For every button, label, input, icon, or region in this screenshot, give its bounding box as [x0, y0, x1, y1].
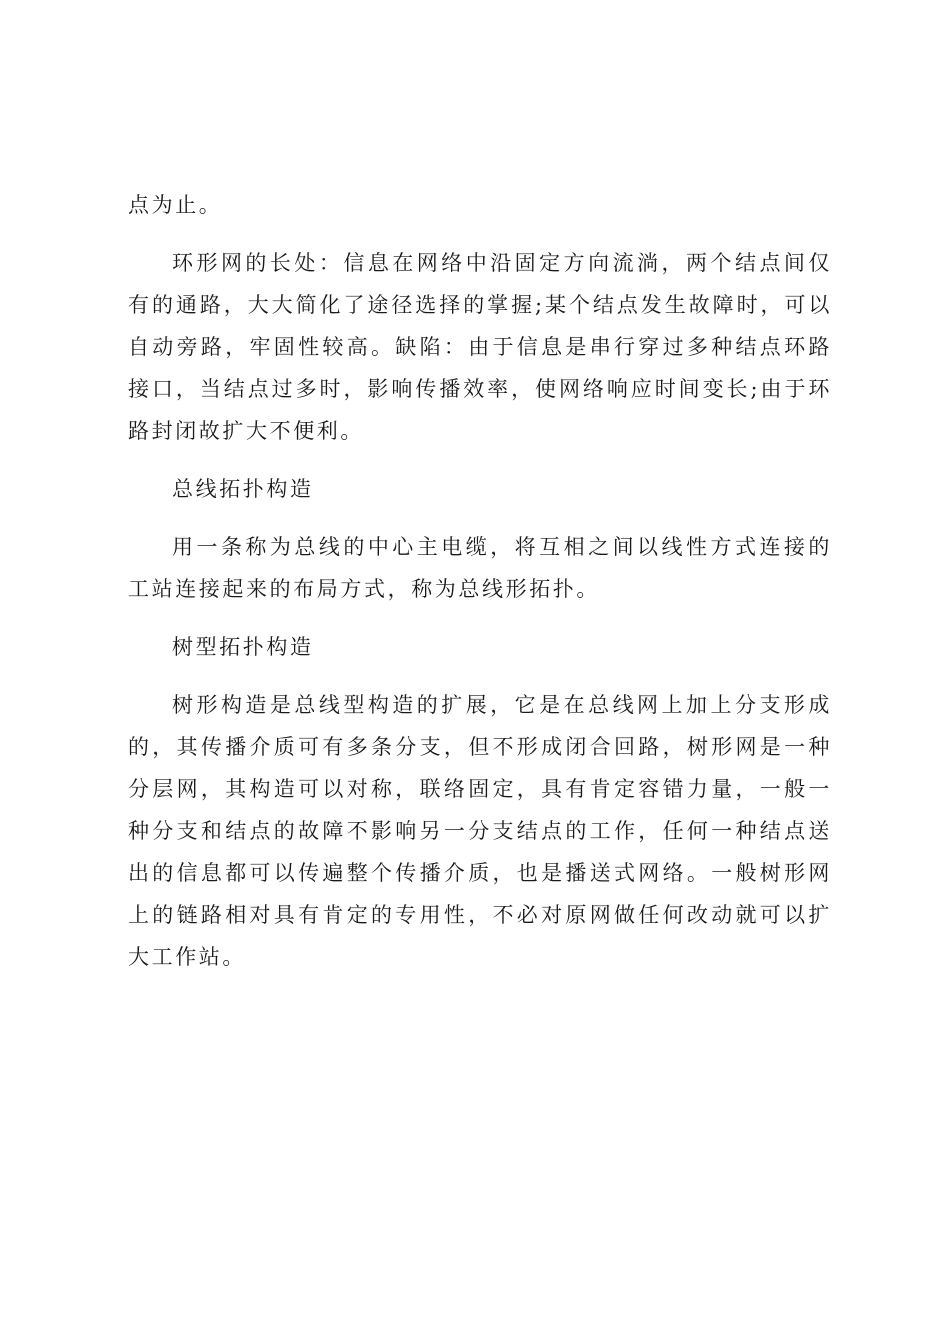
paragraph-bus-topology: 用一条称为总线的中心主电缆，将互相之间以线性方式连接的工站连接起来的布局方式，称为总线形拓扑。 [128, 535, 832, 601]
heading-tree-topology: 树型拓扑构造 [172, 635, 314, 659]
paragraph-ring-network-pros-cons: 环形网的长处：信息在网络中沿固定方向流淌，两个结点间仅有的通路，大大简化了途径选择的掌握;某个结点发生故障时，可以自动旁路，牢固性较高。缺陷：由于信息是串行穿过多种结点环路接口，当结点过多时，影响传播效率，使网络响应时间变长;由于环路封闭故扩大不便利。 [128, 251, 832, 443]
document-body [128, 184, 832, 994]
paragraph-continuation: 点为止。 [128, 193, 223, 217]
paragraph-tree-topology: 树形构造是总线型构造的扩展，它是在总线网上加上分支形成的，其传播介质可有多条分支，但不形成闭合回路，树形网是一种分层网，其构造可以对称，联络固定，具有肯定容错力量，一般一种分支和结点的故障不影响另一分支结点的工作，任何一种结点送出的信息都可以传遍整个传播介质，也是播送式网络。一般树形网上的链路相对具有肯定的专用性，不必对原网做任何改动就可以扩大工作站。 [128, 693, 832, 969]
heading-bus-topology: 总线拓扑构造 [172, 477, 314, 501]
